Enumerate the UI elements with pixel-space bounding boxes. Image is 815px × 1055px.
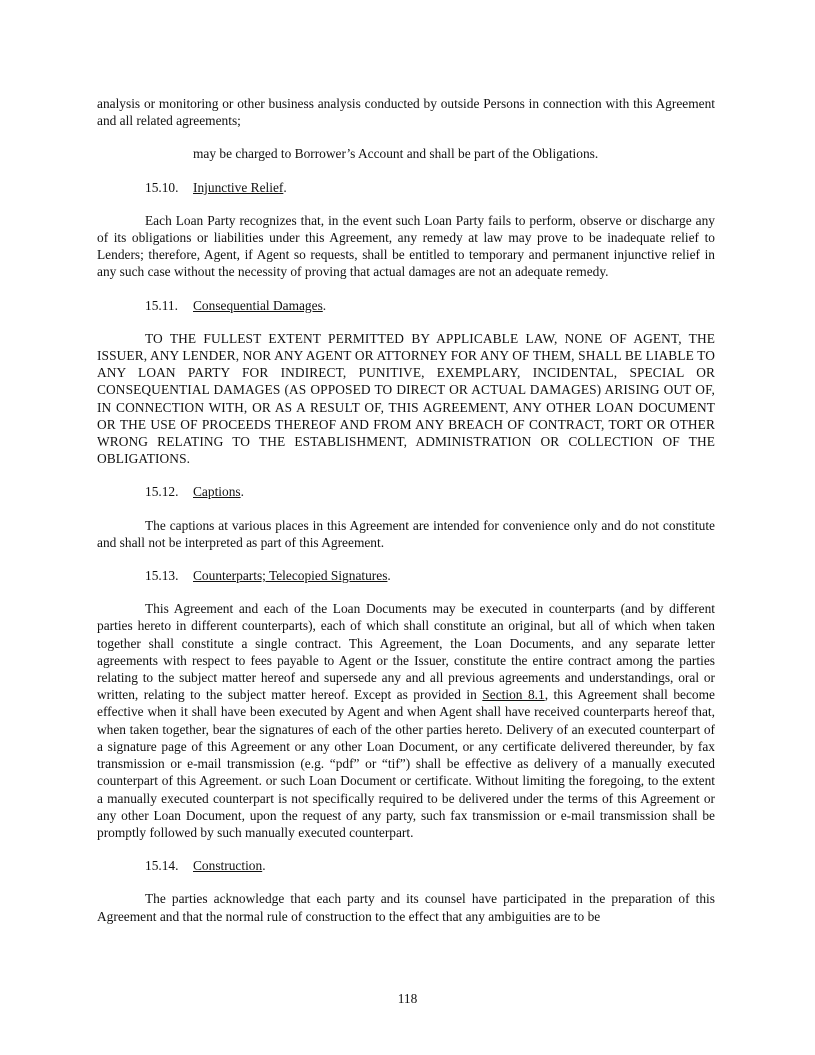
section-title: Construction bbox=[193, 858, 263, 874]
intro-paragraph: analysis or monitoring or other business analysis conducted by outside Persons in connection with this Agreement and all related agreements; bbox=[97, 96, 715, 129]
section-body-15-10: Each Loan Party recognizes that, in the event such Loan Party fails to perform, observe or discharge any of its obligations or liabilities under this Agreement, any remedy at law may prove to be inadequate relief to Lenders; therefore, Agent, if Agent so requests, shall be entitled to temporary and permanent injunctive relief in any such case without the necessity of proving that actual damages are not an adequate remedy. bbox=[97, 212, 715, 280]
section-number: 15.14. bbox=[145, 858, 179, 874]
section-number: 15.13. bbox=[145, 568, 179, 584]
section-body-15-11: TO THE FULLEST EXTENT PERMITTED BY APPLICABLE LAW, NONE OF AGENT, THE ISSUER, ANY LENDER, NOR ANY AGENT OR ATTORNEY FOR ANY OF THEM, SHALL BE LIABLE TO ANY LOAN PARTY FOR INDIRECT, PUNITIVE, EXEMPLARY, INCIDENTAL, SPECIAL OR CONSEQUENTIAL DAMAGES (AS OPPOSED TO DIRECT OR ACTUAL DAMAGES) ARISING OUT OF, IN CONNECTION WITH, OR AS A RESULT OF, THIS AGREEMENT, ANY OTHER LOAN DOCUMENT OR THE USE OF PROCEEDS THEREOF AND FROM ANY BREACH OF CONTRACT, TORT OR OTHER WRONG RELATING TO THE ESTABLISHMENT, ADMINISTRATION OR COLLECTION OF THE OBLIGATIONS. bbox=[97, 330, 715, 467]
section-title: Counterparts; Telecopied Signatures bbox=[193, 568, 388, 584]
section-number: 15.12. bbox=[145, 484, 179, 500]
section-body-part: , this Agreement shall become effective when it shall have been executed by Agent and when Agent shall have received counterparts hereof that, when taken together, bear the signatures of each of the other parties hereto. Delivery of an executed counterpart of a signature page of this Agreement or any other Loan Document, or any certificate delivered thereunder, by fax transmission or e-mail transmission (e.g. “pdf” or “tif”) shall be effective as delivery of a manually executed counterpart of this Agreement. or such Loan Document or certificate. Without limiting the foregoing, to the extent a manually executed counterpart is not specifically required to be delivered under the terms of this Agreement or any other Loan Document, upon the request of any party, such fax transmission or e-mail transmission shall be promptly followed by such manually executed counterpart. bbox=[97, 687, 715, 840]
charged-line: may be charged to Borrower’s Account and shall be part of the Obligations. bbox=[193, 146, 599, 162]
section-title: Consequential Damages bbox=[193, 297, 323, 313]
section-body-15-12: The captions at various places in this Agreement are intended for convenience only and do not constitute and shall not be interpreted as part of this Agreement. bbox=[97, 517, 715, 550]
section-number: 15.11. bbox=[145, 297, 178, 313]
section-heading-15-13: 15.13. Counterparts; Telecopied Signatures. bbox=[145, 568, 391, 584]
section-body-part: This Agreement and each of the Loan Documents may be executed in counterparts (and by different parties hereto in different counterparts), each of which shall constitute an original, but all of which when taken together shall constitute a single contract. This Agreement, the Loan Documents, and any separate letter agreements with respect to fees payable to Agent or the Issuer, constitute the entire contract among the parties relating to the subject matter hereof and supersede any and all previous agreements and understandings, oral or written, relating to the subject matter hereof. Except as provided in bbox=[97, 601, 715, 703]
section-heading-15-14: 15.14. Construction. bbox=[145, 858, 266, 874]
section-body-15-14: The parties acknowledge that each party and its counsel have participated in the preparation of this Agreement and that the normal rule of construction to the effect that any ambiguities are to be bbox=[97, 891, 715, 924]
section-heading-15-10: 15.10. Injunctive Relief. bbox=[145, 179, 287, 195]
section-title: Injunctive Relief bbox=[193, 179, 284, 195]
section-heading-15-12: 15.12. Captions. bbox=[145, 484, 244, 500]
section-number: 15.10. bbox=[145, 179, 179, 195]
section-reference-link: Section 8.1 bbox=[482, 687, 545, 703]
document-page bbox=[97, 95, 715, 925]
section-body-15-13 bbox=[97, 600, 715, 841]
section-heading-15-11: 15.11. Consequential Damages. bbox=[145, 297, 327, 313]
section-title: Captions bbox=[193, 484, 241, 500]
page-number: 118 bbox=[397, 991, 418, 1006]
